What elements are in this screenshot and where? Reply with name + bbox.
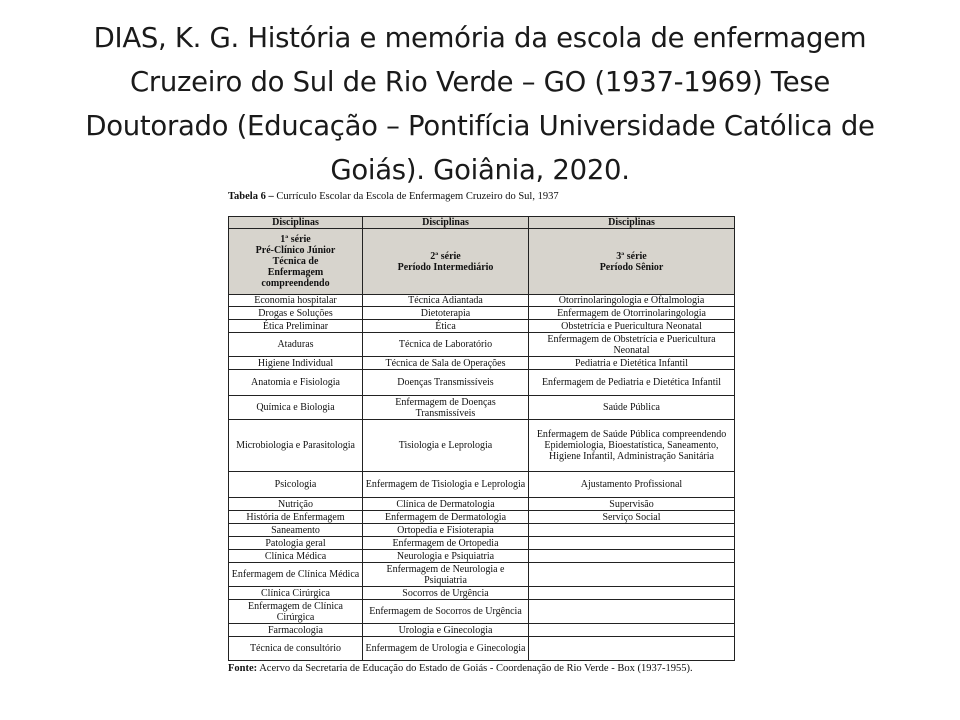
table-cell: História de Enfermagem xyxy=(229,511,363,524)
table-cell: Pediatria e Dietética Infantil xyxy=(529,357,735,370)
table-row xyxy=(229,524,735,537)
column-header: Disciplinas xyxy=(229,217,363,229)
slide-title xyxy=(40,16,920,192)
table-cell: Enfermagem de Socorros de Urgência xyxy=(363,600,529,624)
period-line: compreendendo xyxy=(261,278,330,289)
table-cell xyxy=(529,550,735,563)
table-cell: Enfermagem de Ortopedia xyxy=(363,537,529,550)
table-row xyxy=(229,396,735,420)
table-row xyxy=(229,472,735,498)
table-cell: Psicologia xyxy=(229,472,363,498)
caption-text: Currículo Escolar da Escola de Enfermagem Cruzeiro do Sul, 1937 xyxy=(273,191,559,202)
curriculum-table xyxy=(228,216,735,661)
period-row xyxy=(229,229,735,295)
table-cell: Enfermagem de Pediatria e Dietética Infantil xyxy=(529,370,735,396)
table-row xyxy=(229,320,735,333)
table-cell: Microbiologia e Parasitologia xyxy=(229,420,363,472)
period-line: Período Sênior xyxy=(599,261,664,273)
table-cell: Neurologia e Psiquiatria xyxy=(363,550,529,563)
table-cell xyxy=(529,587,735,600)
table-row xyxy=(229,333,735,357)
period-line: 2ª série xyxy=(430,250,461,262)
table-cell: Dietoterapia xyxy=(363,307,529,320)
table-cell xyxy=(529,600,735,624)
table-cell: Ortopedia e Fisioterapia xyxy=(363,524,529,537)
source-label: Fonte: xyxy=(228,663,258,674)
table-cell: Socorros de Urgência xyxy=(363,587,529,600)
title-line: DIAS, K. G. História e memória da escola de enfermagem xyxy=(93,22,867,54)
table-cell: Enfermagem de Obstetrícia e Puericultura Neonatal xyxy=(529,333,735,357)
period-line: Pré-Clínico Júnior xyxy=(255,245,336,256)
table-row xyxy=(229,637,735,661)
title-line: Doutorado (Educação – Pontifícia Universidade Católica de xyxy=(85,110,875,142)
period-line: Enfermagem xyxy=(267,267,324,278)
table-cell xyxy=(529,624,735,637)
period-cell-2 xyxy=(363,229,529,295)
table-row xyxy=(229,370,735,396)
period-line: Técnica de xyxy=(272,256,319,267)
column-header: Disciplinas xyxy=(363,217,529,229)
table-cell xyxy=(529,524,735,537)
table-cell: Técnica de consultório xyxy=(229,637,363,661)
table-cell: Anatomia e Fisiologia xyxy=(229,370,363,396)
table-cell: Enfermagem de Doenças Transmissíveis xyxy=(363,396,529,420)
table-cell: Enfermagem de Dermatologia xyxy=(363,511,529,524)
table-row xyxy=(229,537,735,550)
table-cell xyxy=(529,637,735,661)
document-image xyxy=(228,190,736,675)
period-line: Período Intermediário xyxy=(397,261,494,273)
table-caption xyxy=(228,190,736,204)
table-cell: Tisiologia e Leprologia xyxy=(363,420,529,472)
table-row xyxy=(229,600,735,624)
caption-label: Tabela 6 – xyxy=(228,191,274,202)
table-cell: Enfermagem de Neurologia e Psiquiatria xyxy=(363,563,529,587)
table-cell: Técnica de Laboratório xyxy=(363,333,529,357)
table-cell: Obstetrícia e Puericultura Neonatal xyxy=(529,320,735,333)
table-cell: Ética xyxy=(363,320,529,333)
table-cell: Enfermagem de Tisiologia e Leprologia xyxy=(363,472,529,498)
period-cell-3 xyxy=(529,229,735,295)
table-cell xyxy=(529,537,735,550)
table-row xyxy=(229,307,735,320)
table-cell: Drogas e Soluções xyxy=(229,307,363,320)
title-line: Goiás). Goiânia, 2020. xyxy=(330,154,630,186)
table-row xyxy=(229,587,735,600)
table-row xyxy=(229,624,735,637)
table-cell: Ética Preliminar xyxy=(229,320,363,333)
period-cell-1 xyxy=(229,229,363,295)
table-cell: Técnica Adiantada xyxy=(363,295,529,307)
table-row xyxy=(229,511,735,524)
table-cell: Ataduras xyxy=(229,333,363,357)
table-cell: Técnica de Sala de Operações xyxy=(363,357,529,370)
table-cell: Saneamento xyxy=(229,524,363,537)
table-cell: Clínica Cirúrgica xyxy=(229,587,363,600)
table-cell: Clínica Médica xyxy=(229,550,363,563)
table-row xyxy=(229,498,735,511)
table-cell: Enfermagem de Otorrinolaringologia xyxy=(529,307,735,320)
table-cell: Economia hospitalar xyxy=(229,295,363,307)
table-cell: Saúde Pública xyxy=(529,396,735,420)
table-cell: Farmacologia xyxy=(229,624,363,637)
table-cell: Nutrição xyxy=(229,498,363,511)
table-cell: Doenças Transmissíveis xyxy=(363,370,529,396)
source-text: Acervo da Secretaria de Educação do Estado de Goiás - Coordenação de Rio Verde - Box (1937-1955). xyxy=(257,663,693,674)
table-cell: Patologia geral xyxy=(229,537,363,550)
column-header: Disciplinas xyxy=(529,217,735,229)
table-cell: Clínica de Dermatologia xyxy=(363,498,529,511)
table-cell: Enfermagem de Clínica Médica xyxy=(229,563,363,587)
table-cell: Enfermagem de Saúde Pública compreendendo Epidemiologia, Bioestatística, Saneamento, Higiene Infantil, Administração Sanitária xyxy=(529,420,735,472)
table-cell: Enfermagem de Urologia e Ginecologia xyxy=(363,637,529,661)
table-cell: Serviço Social xyxy=(529,511,735,524)
table-cell: Enfermagem de Clínica Cirúrgica xyxy=(229,600,363,624)
table-source xyxy=(228,663,748,675)
table-cell: Supervisão xyxy=(529,498,735,511)
table-cell: Higiene Individual xyxy=(229,357,363,370)
period-line: 1ª série xyxy=(280,234,311,245)
period-line: 3ª série xyxy=(616,250,647,262)
header-row xyxy=(229,217,735,229)
table-cell: Otorrinolaringologia e Oftalmologia xyxy=(529,295,735,307)
table-row xyxy=(229,420,735,472)
table-cell: Química e Biologia xyxy=(229,396,363,420)
table-row xyxy=(229,550,735,563)
table-cell: Urologia e Ginecologia xyxy=(363,624,529,637)
table-row xyxy=(229,295,735,307)
table-row xyxy=(229,357,735,370)
title-line: Cruzeiro do Sul de Rio Verde – GO (1937-1969) Tese xyxy=(129,66,831,98)
table-row xyxy=(229,563,735,587)
table-cell: Ajustamento Profissional xyxy=(529,472,735,498)
table-cell xyxy=(529,563,735,587)
